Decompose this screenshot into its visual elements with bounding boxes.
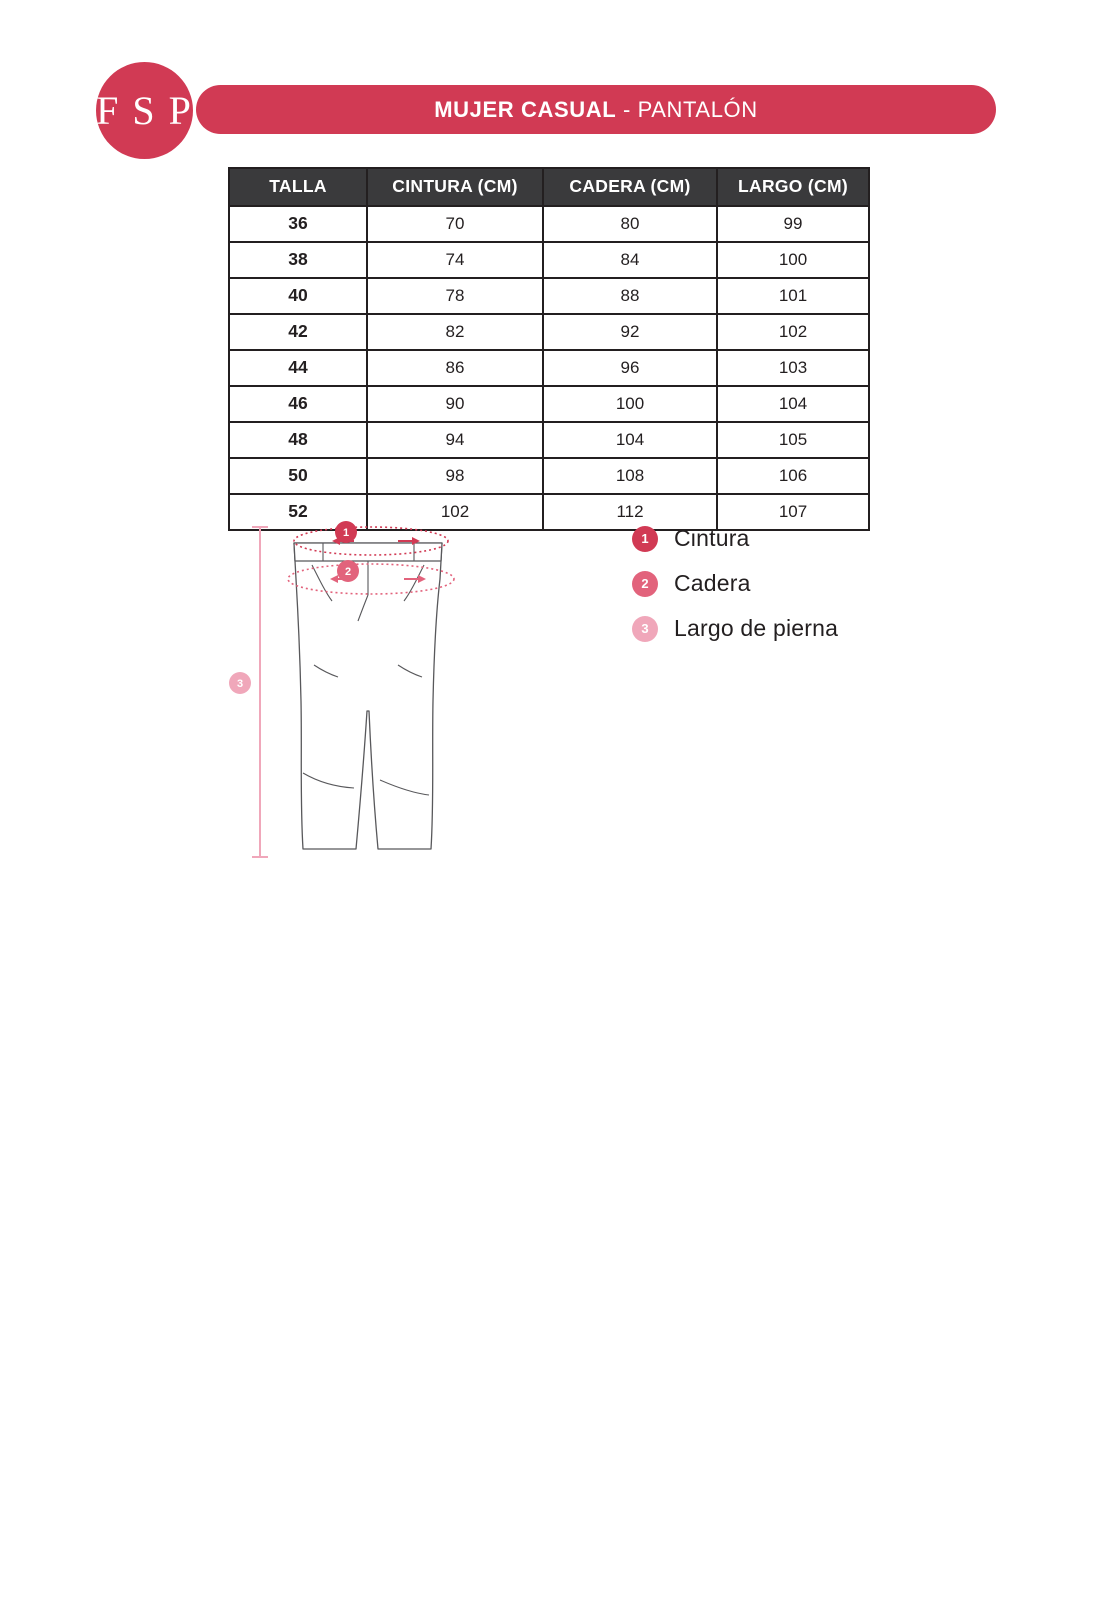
length-badge-icon	[229, 672, 251, 694]
cell-talla: 48	[229, 422, 367, 458]
legend-label-largo: Largo de pierna	[674, 615, 839, 641]
table-row	[229, 422, 869, 458]
cell-cintura: 82	[367, 314, 543, 350]
page-title	[434, 97, 757, 123]
page-title-separator: -	[616, 96, 638, 122]
table-row	[229, 242, 869, 278]
cell-largo: 104	[717, 386, 869, 422]
table-header	[229, 168, 869, 206]
cell-cadera: 96	[543, 350, 717, 386]
pants-illustration	[228, 505, 508, 875]
table-row	[229, 386, 869, 422]
table-row	[229, 278, 869, 314]
cell-cadera: 100	[543, 386, 717, 422]
table-row	[229, 350, 869, 386]
table-header-row	[229, 168, 869, 206]
cell-cintura: 70	[367, 206, 543, 242]
cell-talla: 42	[229, 314, 367, 350]
cell-largo: 100	[717, 242, 869, 278]
page-title-category: MUJER CASUAL	[434, 96, 617, 122]
cell-talla: 38	[229, 242, 367, 278]
table-row	[229, 458, 869, 494]
cell-cintura: 90	[367, 386, 543, 422]
legend-item-cintura	[632, 525, 962, 552]
column-header-talla: TALLA	[229, 168, 367, 206]
cell-cadera: 92	[543, 314, 717, 350]
cell-largo: 103	[717, 350, 869, 386]
svg-text:2: 2	[344, 566, 352, 578]
table-row	[229, 206, 869, 242]
cell-cintura: 102	[367, 494, 543, 530]
cell-cintura: 74	[367, 242, 543, 278]
cell-cadera: 80	[543, 206, 717, 242]
legend-badge-2-icon: 2	[632, 571, 658, 597]
length-bracket-icon	[252, 527, 268, 857]
cell-largo: 102	[717, 314, 869, 350]
brand-logo-text: F S P	[96, 88, 193, 133]
column-header-cintura: CINTURA (CM)	[367, 168, 543, 206]
legend-label-cadera: Cadera	[674, 570, 751, 596]
cell-largo: 99	[717, 206, 869, 242]
cell-talla: 52	[229, 494, 367, 530]
measurement-legend	[632, 525, 962, 660]
legend-item-largo	[632, 615, 962, 642]
page-title-garment: PANTALÓN	[637, 96, 758, 122]
svg-text:3: 3	[236, 678, 244, 690]
cell-cadera: 108	[543, 458, 717, 494]
cell-cintura: 78	[367, 278, 543, 314]
cell-cadera: 112	[543, 494, 717, 530]
cell-largo: 105	[717, 422, 869, 458]
cell-largo: 106	[717, 458, 869, 494]
legend-badge-1-icon: 1	[632, 526, 658, 552]
cell-cadera: 84	[543, 242, 717, 278]
column-header-largo: LARGO (CM)	[717, 168, 869, 206]
table-row	[229, 314, 869, 350]
cell-talla: 50	[229, 458, 367, 494]
column-header-cadera: CADERA (CM)	[543, 168, 717, 206]
size-chart-table	[228, 167, 870, 531]
table-body	[229, 206, 869, 530]
cell-cadera: 104	[543, 422, 717, 458]
legend-label-cintura: Cintura	[674, 525, 750, 551]
cell-cadera: 88	[543, 278, 717, 314]
cell-talla: 40	[229, 278, 367, 314]
header-banner	[196, 85, 996, 134]
legend-item-cadera	[632, 570, 962, 597]
page-header	[96, 62, 996, 159]
brand-logo	[96, 62, 193, 159]
cell-talla: 36	[229, 206, 367, 242]
cell-talla: 44	[229, 350, 367, 386]
cell-largo: 101	[717, 278, 869, 314]
cell-cintura: 98	[367, 458, 543, 494]
svg-text:1: 1	[342, 527, 350, 539]
cell-largo: 107	[717, 494, 869, 530]
legend-badge-3-icon: 3	[632, 616, 658, 642]
cell-cintura: 86	[367, 350, 543, 386]
cell-cintura: 94	[367, 422, 543, 458]
cell-talla: 46	[229, 386, 367, 422]
